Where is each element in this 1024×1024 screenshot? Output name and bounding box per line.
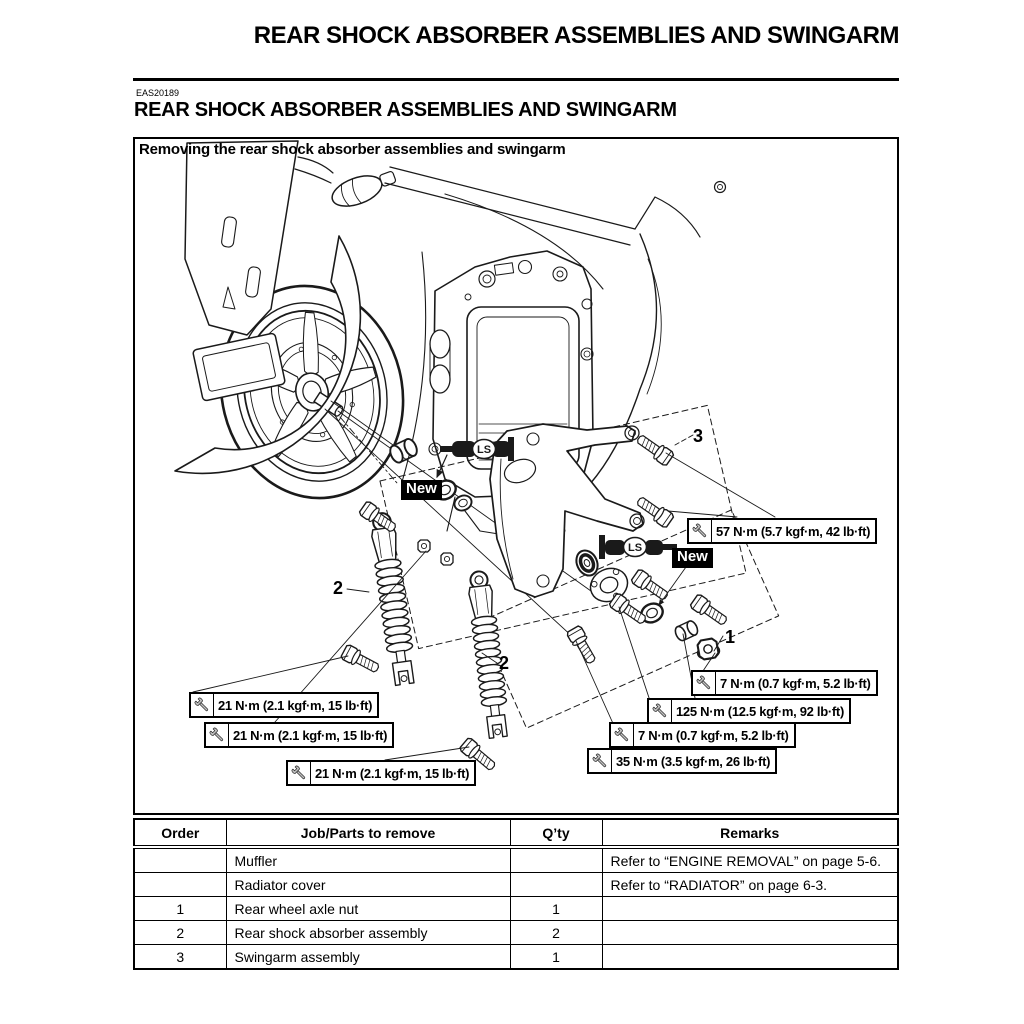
new-part-label-2: New xyxy=(672,548,713,568)
wrench-icon xyxy=(589,750,612,772)
torque-value: 7 N·m (0.7 kgf·m, 5.2 lb·ft) xyxy=(638,727,789,743)
torque-value: 35 N·m (3.5 kgf·m, 26 lb·ft) xyxy=(616,753,771,769)
table-header-qty: Q’ty xyxy=(510,819,602,847)
torque-label-7-b xyxy=(609,722,796,748)
section-title: REAR SHOCK ABSORBER ASSEMBLIES AND SWINGARM xyxy=(134,99,677,121)
cell-remarks xyxy=(602,945,898,970)
torque-label-35 xyxy=(587,748,777,774)
cell-order: 1 xyxy=(134,897,226,921)
table-row xyxy=(134,897,898,921)
cell-job: Radiator cover xyxy=(226,873,510,897)
page-title: REAR SHOCK ABSORBER ASSEMBLIES AND SWINGARM xyxy=(253,22,899,49)
cell-order xyxy=(134,847,226,873)
figure-box xyxy=(133,137,899,815)
torque-value: 57 N·m (5.7 kgf·m, 42 lb·ft) xyxy=(716,523,871,539)
new-part-label-1: New xyxy=(401,480,442,500)
table-row xyxy=(134,873,898,897)
callout-3: 3 xyxy=(693,426,704,446)
cell-qty xyxy=(510,847,602,873)
torque-value: 21 N·m (2.1 kgf·m, 15 lb·ft) xyxy=(218,697,373,713)
torque-value: 125 N·m (12.5 kgf·m, 92 lb·ft) xyxy=(676,703,844,719)
callout-1: 1 xyxy=(725,627,736,647)
parts-table xyxy=(133,818,899,970)
figure-caption: Removing the rear shock absorber assemblies and swingarm xyxy=(139,141,566,158)
torque-label-21-c xyxy=(286,760,476,786)
wrench-icon xyxy=(611,724,634,746)
cell-remarks xyxy=(602,897,898,921)
table-row xyxy=(134,945,898,970)
table-header-order: Order xyxy=(134,819,226,847)
torque-label-21-a xyxy=(189,692,379,718)
wrench-icon xyxy=(191,694,214,716)
cell-job: Muffler xyxy=(226,847,510,873)
torque-value: 21 N·m (2.1 kgf·m, 15 lb·ft) xyxy=(315,765,470,781)
table-header-row xyxy=(134,819,898,847)
cell-order: 2 xyxy=(134,921,226,945)
torque-value: 21 N·m (2.1 kgf·m, 15 lb·ft) xyxy=(233,727,388,743)
cell-qty: 1 xyxy=(510,897,602,921)
torque-label-57 xyxy=(687,518,877,544)
section-code: EAS20189 xyxy=(136,88,180,98)
cell-job: Rear wheel axle nut xyxy=(226,897,510,921)
shock-absorber-left xyxy=(368,511,418,685)
washer-small xyxy=(452,493,474,513)
cell-remarks: Refer to “RADIATOR” on page 6-3. xyxy=(602,873,898,897)
collar xyxy=(673,619,699,642)
callout-2-right: 2 xyxy=(499,653,510,673)
axle-nut xyxy=(696,638,721,661)
wrench-icon xyxy=(649,700,672,722)
cell-remarks: Refer to “ENGINE REMOVAL” on page 5-6. xyxy=(602,847,898,873)
table-row xyxy=(134,921,898,945)
table-row xyxy=(134,847,898,873)
pivot-bushing xyxy=(388,437,420,464)
wrench-icon xyxy=(288,762,311,784)
header-divider xyxy=(133,78,899,81)
torque-label-7-a xyxy=(691,670,878,696)
torque-label-21-b xyxy=(204,722,394,748)
cell-job: Swingarm assembly xyxy=(226,945,510,970)
callout-2-left: 2 xyxy=(333,578,344,598)
ls-text-1: LS xyxy=(476,444,492,456)
cell-remarks xyxy=(602,921,898,945)
wrench-icon xyxy=(206,724,229,746)
cell-order: 3 xyxy=(134,945,226,970)
ls-text-2: LS xyxy=(627,542,643,554)
torque-value: 7 N·m (0.7 kgf·m, 5.2 lb·ft) xyxy=(720,675,871,691)
cell-qty: 1 xyxy=(510,945,602,970)
cell-qty: 2 xyxy=(510,921,602,945)
wrench-icon xyxy=(693,672,716,694)
cell-qty xyxy=(510,873,602,897)
table-header-job: Job/Parts to remove xyxy=(226,819,510,847)
table-header-remarks: Remarks xyxy=(602,819,898,847)
cell-order xyxy=(134,873,226,897)
cell-job: Rear shock absorber assembly xyxy=(226,921,510,945)
wrench-icon xyxy=(689,520,712,542)
turn-signal xyxy=(295,157,399,212)
torque-label-125 xyxy=(647,698,851,724)
